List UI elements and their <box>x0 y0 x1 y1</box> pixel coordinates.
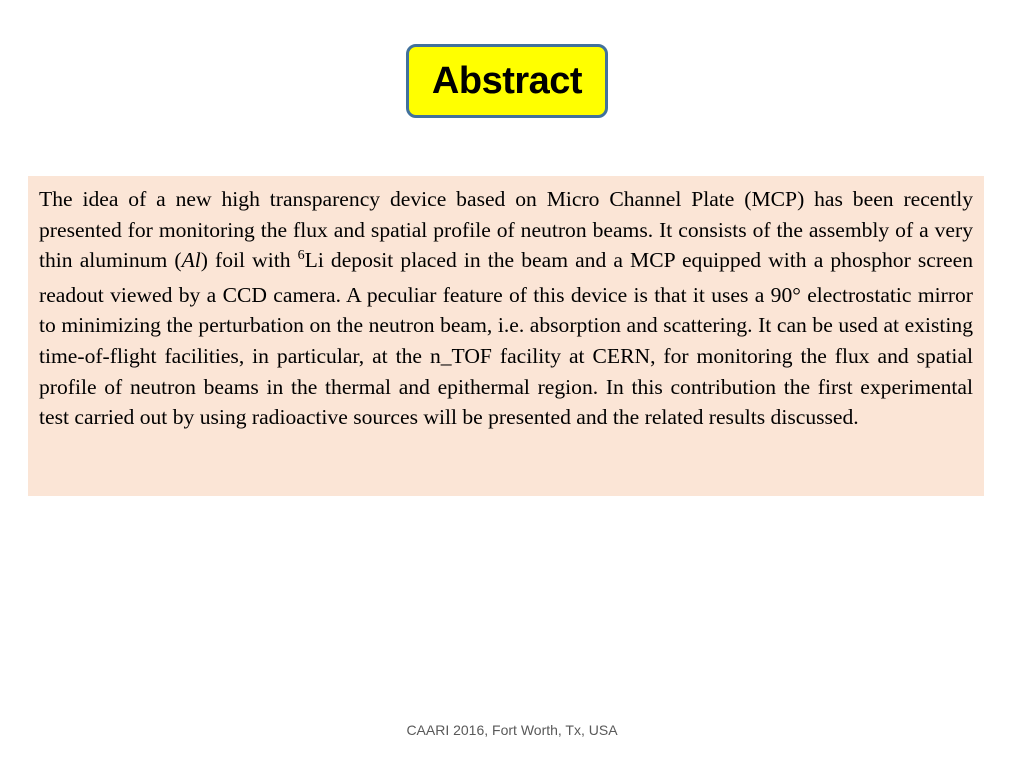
abstract-text-part-1: The idea of a new high transparency device based on Micro Channel Plate (MCP) has been recently presented for monitoring the flux and spatial profile of neutron beams. It consists of the assembly of a very thin aluminum ( <box>39 187 973 273</box>
abstract-paragraph <box>39 184 973 433</box>
aluminum-symbol: Al <box>181 248 201 273</box>
abstract-box <box>28 176 984 496</box>
abstract-text-part-2: ) foil with <box>200 248 298 273</box>
slide-footer: CAARI 2016, Fort Worth, Tx, USA <box>406 722 618 738</box>
slide-title: Abstract <box>431 59 583 102</box>
title-box <box>406 44 608 118</box>
abstract-text-part-3: Li deposit placed in the beam and a MCP equipped with a phosphor screen readout viewed by a CCD camera. A peculiar feature of this device is that it uses a 90° electrostatic mirror to minimizing the perturbation on the neutron beam, i.e. absorption and scattering. It can be used at existing time-of-flight facilities, in particular, at the n_TOF facility at CERN, for monitoring the flux and spatial profile of neutron beams in the thermal and epithermal region. In this contribution the first experimental test carried out by using radioactive sources will be presented and the related results discussed. <box>39 248 973 430</box>
isotope-superscript: 6 <box>297 248 305 264</box>
